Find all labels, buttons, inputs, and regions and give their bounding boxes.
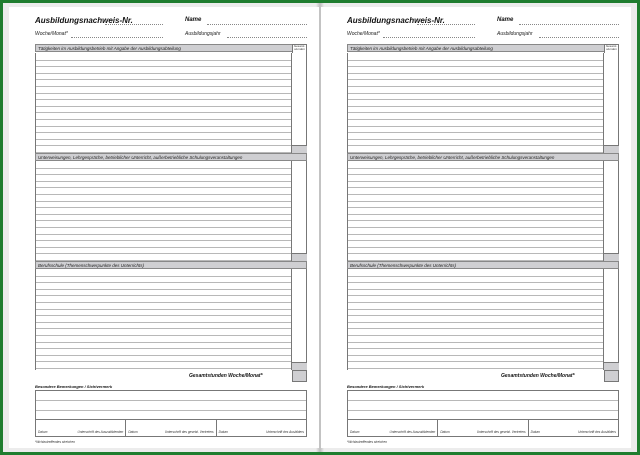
ruled-line [348, 322, 604, 323]
hours-subtotal-box[interactable] [292, 145, 307, 153]
form-title: Ausbildungsnachweis-Nr. [347, 16, 445, 25]
ruled-line [36, 132, 292, 133]
name-field[interactable] [207, 24, 307, 25]
ruled-line [36, 295, 292, 296]
hours-header: Gesamt- stunden [605, 44, 618, 52]
ruled-line [348, 309, 604, 310]
ruled-line [36, 253, 292, 254]
section-body[interactable] [347, 269, 619, 370]
total-hours-field[interactable] [292, 370, 307, 382]
week-field[interactable] [71, 37, 163, 38]
ruled-line [348, 168, 604, 169]
section-header: Tätigkeiten im Ausbildungsbetrieb mit Angabe der Ausbildungsabteilung [347, 44, 605, 52]
footnote: *Nichtzutreffendes streichen [347, 440, 387, 444]
year-field[interactable] [539, 37, 619, 38]
ruled-line [36, 276, 292, 277]
ruled-line [36, 302, 292, 303]
signature-row [347, 420, 619, 437]
ruled-line [348, 86, 604, 87]
ruled-line [348, 119, 604, 120]
ruled-line [348, 106, 604, 107]
remarks-label: Besondere Bemerkungen / Sichtvermerk [35, 384, 113, 389]
ruled-line [348, 227, 604, 228]
signature-date-label: Datum [218, 430, 229, 434]
ruled-line [36, 361, 292, 362]
section-header: Berufsschule (Themenschwerpunkte des Unterrichts) [35, 261, 307, 269]
ruled-line [348, 348, 604, 349]
hours-column[interactable] [291, 269, 306, 370]
ruled-line [36, 60, 292, 61]
hours-subtotal-box[interactable] [604, 253, 619, 261]
ruled-line [348, 247, 604, 248]
form-number-field[interactable] [417, 24, 475, 25]
signature-date-label: Datum [440, 430, 450, 434]
ruled-line [36, 342, 292, 343]
signature-trainer[interactable] [217, 420, 306, 436]
hours-header: Gesamt- stunden [293, 44, 306, 52]
signature-label: Unterschrift des Ausbilders [266, 430, 304, 434]
ruled-line [36, 73, 292, 74]
ruled-line [348, 361, 604, 362]
ruled-line [36, 139, 292, 140]
ruled-line [36, 328, 292, 329]
ruled-line [36, 66, 292, 67]
ruled-line [348, 93, 604, 94]
section-body[interactable] [347, 53, 619, 153]
left-page [9, 7, 319, 448]
signature-row [35, 420, 307, 437]
ruled-line [36, 368, 292, 369]
ruled-line [348, 240, 604, 241]
footnote: *Nichtzutreffendes streichen [35, 440, 75, 444]
hours-subtotal-box[interactable] [292, 253, 307, 261]
name-label: Name [185, 17, 202, 23]
ruled-line [36, 335, 292, 336]
right-page [321, 7, 631, 448]
ruled-line [348, 201, 604, 202]
name-label: Name [497, 17, 514, 23]
ruled-line [348, 335, 604, 336]
ruled-line [36, 106, 292, 107]
ruled-line [348, 187, 604, 188]
remarks-field[interactable] [35, 390, 307, 420]
ruled-line [348, 315, 604, 316]
ruled-line [36, 240, 292, 241]
form-number-field[interactable] [105, 24, 163, 25]
week-field[interactable] [383, 37, 475, 38]
hours-subtotal-box[interactable] [604, 362, 619, 370]
signature-label: Unterschrift des gesetzl. Vertreters [164, 430, 214, 434]
ruled-line [36, 247, 292, 248]
ruled-line [348, 126, 604, 127]
hours-column[interactable] [291, 161, 306, 261]
signature-guardian[interactable] [126, 420, 216, 436]
signature-label: Unterschrift des Auszubildenden [77, 430, 124, 434]
ruled-line [36, 174, 292, 175]
ruled-line [36, 289, 292, 290]
ruled-line [36, 227, 292, 228]
ruled-line [348, 368, 604, 369]
ruled-line [348, 60, 604, 61]
ruled-line [348, 253, 604, 254]
ruled-line [348, 302, 604, 303]
ruled-line [348, 112, 604, 113]
ruled-line [36, 207, 292, 208]
year-field[interactable] [227, 37, 307, 38]
ruled-line [348, 99, 604, 100]
remarks-field[interactable] [347, 390, 619, 420]
ruled-line [36, 315, 292, 316]
week-label: Woche/Monat* [35, 31, 68, 37]
signature-label: Unterschrift des Auszubildenden [389, 430, 436, 434]
total-hours-label: Gesamtstunden Woche/Monat* [189, 373, 263, 379]
signature-trainer[interactable] [529, 420, 618, 436]
ruled-line [348, 174, 604, 175]
year-label: Ausbildungsjahr [185, 31, 221, 37]
signature-date-label: Datum [530, 430, 541, 434]
hours-subtotal-box[interactable] [604, 145, 619, 153]
ruled-line [36, 348, 292, 349]
ruled-line [36, 201, 292, 202]
ruled-line [36, 234, 292, 235]
ruled-line [36, 187, 292, 188]
ruled-line [36, 79, 292, 80]
ruled-line [36, 322, 292, 323]
ruled-line [348, 79, 604, 80]
ruled-line [348, 214, 604, 215]
ruled-line [348, 328, 604, 329]
total-hours-field[interactable] [604, 370, 619, 382]
ruled-line [36, 309, 292, 310]
signature-date-label: Datum [38, 430, 48, 434]
ruled-line [36, 112, 292, 113]
year-label: Ausbildungsjahr [497, 31, 533, 37]
ruled-line [348, 355, 604, 356]
section-header: Unterweisungen, Lehrgespräche, betrieblicher Unterricht, außerbetriebliche Schulungsveranstaltungen [347, 153, 619, 161]
ruled-line [36, 168, 292, 169]
signature-guardian[interactable] [438, 420, 528, 436]
total-hours-label: Gesamtstunden Woche/Monat* [501, 373, 575, 379]
ruled-line [36, 86, 292, 87]
signature-date-label: Datum [128, 430, 138, 434]
ruled-line [36, 145, 292, 146]
signature-trainee[interactable] [348, 420, 438, 436]
ruled-line [36, 355, 292, 356]
ruled-line [348, 282, 604, 283]
ruled-line [348, 276, 604, 277]
hours-column[interactable] [603, 269, 618, 370]
ruled-line [36, 119, 292, 120]
section-header: Berufsschule (Themenschwerpunkte des Unterrichts) [347, 261, 619, 269]
section-body[interactable] [35, 269, 307, 370]
ruled-line [348, 145, 604, 146]
section-body[interactable] [35, 161, 307, 261]
ruled-line [348, 132, 604, 133]
book-spread [3, 3, 637, 452]
ruled-line [348, 234, 604, 235]
name-field[interactable] [519, 24, 619, 25]
week-label: Woche/Monat* [347, 31, 380, 37]
hours-column[interactable] [603, 53, 618, 153]
hours-subtotal-box[interactable] [292, 362, 307, 370]
section-header: Tätigkeiten im Ausbildungsbetrieb mit Angabe der Ausbildungsabteilung [35, 44, 293, 52]
ruled-line [348, 207, 604, 208]
signature-label: Unterschrift des gesetzl. Vertreters [476, 430, 526, 434]
ruled-line [36, 220, 292, 221]
signature-trainee[interactable] [36, 420, 126, 436]
ruled-line [348, 66, 604, 67]
ruled-line [348, 181, 604, 182]
ruled-line [36, 126, 292, 127]
form-title: Ausbildungsnachweis-Nr. [35, 16, 133, 25]
ruled-line [348, 139, 604, 140]
ruled-line [36, 93, 292, 94]
ruled-line [348, 194, 604, 195]
ruled-line [348, 295, 604, 296]
ruled-line [348, 342, 604, 343]
ruled-line [36, 99, 292, 100]
hours-column[interactable] [603, 161, 618, 261]
ruled-line [36, 194, 292, 195]
ruled-line [348, 289, 604, 290]
ruled-line [36, 181, 292, 182]
section-body[interactable] [347, 161, 619, 261]
remarks-label: Besondere Bemerkungen / Sichtvermerk [347, 384, 425, 389]
signature-label: Unterschrift des Ausbilders [578, 430, 616, 434]
section-header: Unterweisungen, Lehrgespräche, betrieblicher Unterricht, außerbetriebliche Schulungsveranstaltungen [35, 153, 307, 161]
ruled-line [36, 282, 292, 283]
hours-column[interactable] [291, 53, 306, 153]
ruled-line [348, 220, 604, 221]
signature-date-label: Datum [350, 430, 360, 434]
ruled-line [36, 214, 292, 215]
ruled-line [348, 73, 604, 74]
section-body[interactable] [35, 53, 307, 153]
